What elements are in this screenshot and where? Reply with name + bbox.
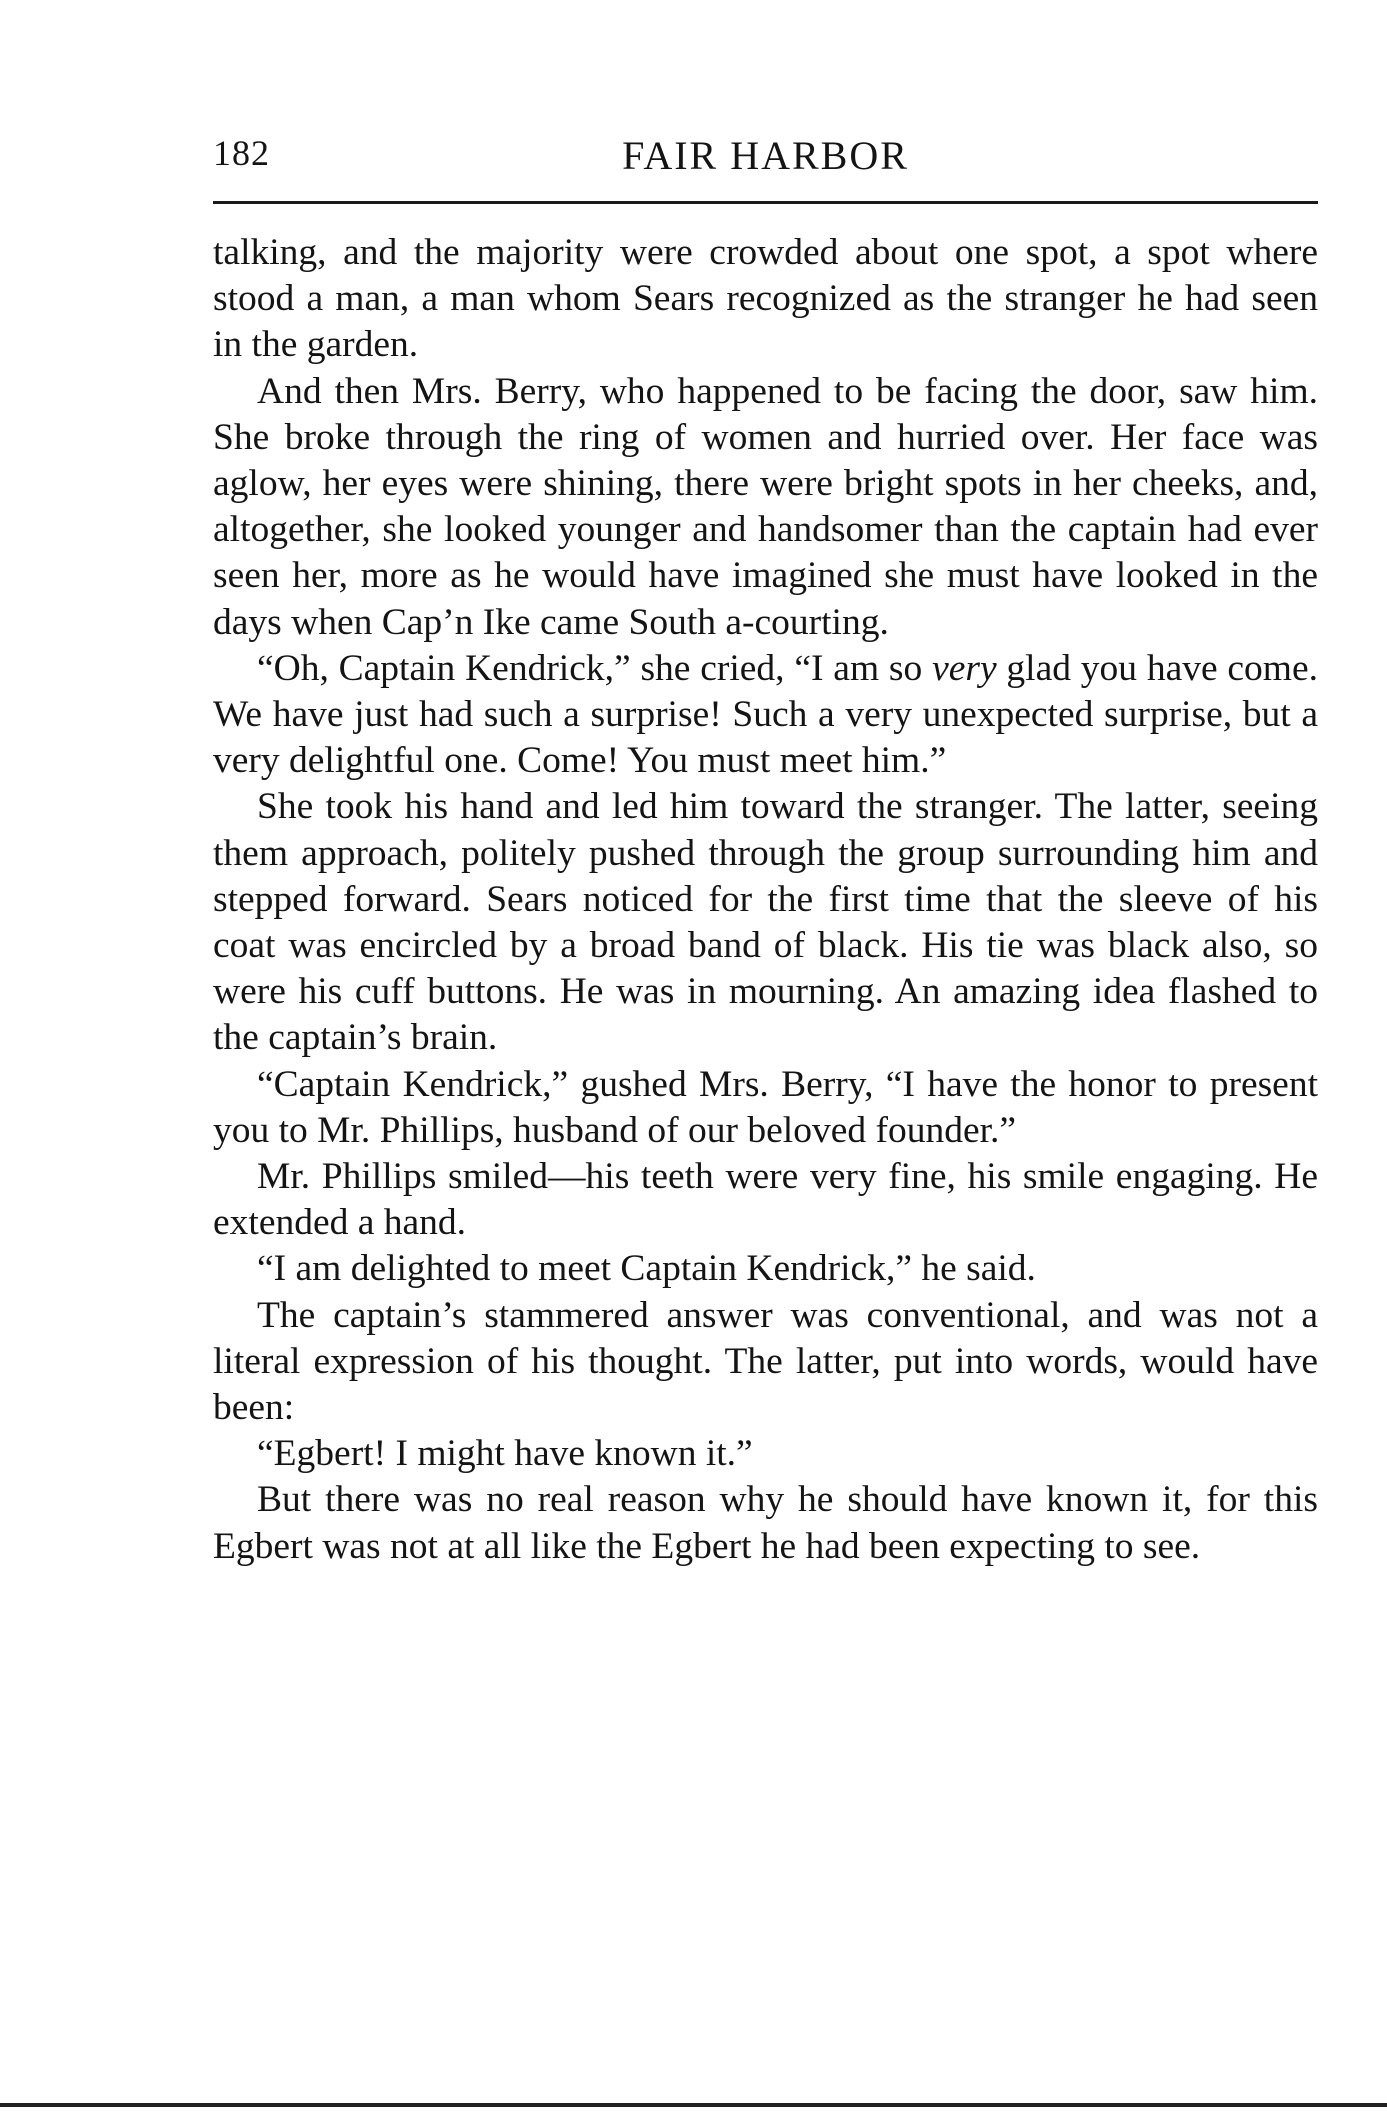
paragraph: Mr. Phillips smiled—his teeth were very fine, his smile engaging. He extended a hand. [213,1156,1318,1244]
paragraph: And then Mrs. Berry, who happened to be facing the door, saw him. She broke through the ring of women and hurried over. Her face was aglow, her eyes were shining, there were bright spots in her cheeks, and, altogether, she looked younger and handsomer than the captain had ever seen her, more as he would have imagined she must have looked in the days when Cap’n Ike came South a-courting. [213,370,1318,643]
paragraph: “Egbert! I might have known it.” [257,1433,753,1475]
running-title: FAIR HARBOR [622,133,909,178]
paragraph: But there was no real reason why he should have known it, for this Egbert was not at all like the Egbert he had been expecting to see. [213,1479,1318,1567]
header-rule [213,201,1318,204]
paragraph: talking, and the majority were crowded about one spot, a spot where stood a man, a man whom Sears recognized as the stranger he had seen in the garden. [213,232,1318,366]
paragraph: She took his hand and led him toward the stranger. The latter, seeing them approach, politely pushed through the group surrounding him and stepped forward. Sears noticed for the first time that the sleeve of his coat was encircled by a broad band of black. His tie was black also, so were his cuff buttons. He was in mourning. An amazing idea flashed to the captain’s brain. [213,786,1318,1059]
paragraph: The captain’s stammered answer was conventional, and was not a literal expression of his thought. The latter, put into words, would have been: [213,1294,1318,1429]
scan-edge-line [0,2103,1387,2107]
paragraph: “I am delighted to meet Captain Kendrick,” he said. [257,1248,1036,1290]
paragraph-text: glad you have come. We have just had such a surprise! Such a very unexpected surprise, but a very delightful one. Come! You must meet him.” [213,647,1318,782]
emphasis-text: very [932,647,997,689]
paragraph: “Captain Kendrick,” gushed Mrs. Berry, “I have the honor to present you to Mr. Phillips, husband of our beloved founder.” [213,1063,1318,1151]
body-text [213,230,1318,1570]
paragraph [213,646,1318,785]
page-header [213,132,1318,192]
page-number: 182 [213,133,270,173]
paragraph-text: “Oh, Captain Kendrick,” she cried, “I am so [257,647,933,689]
